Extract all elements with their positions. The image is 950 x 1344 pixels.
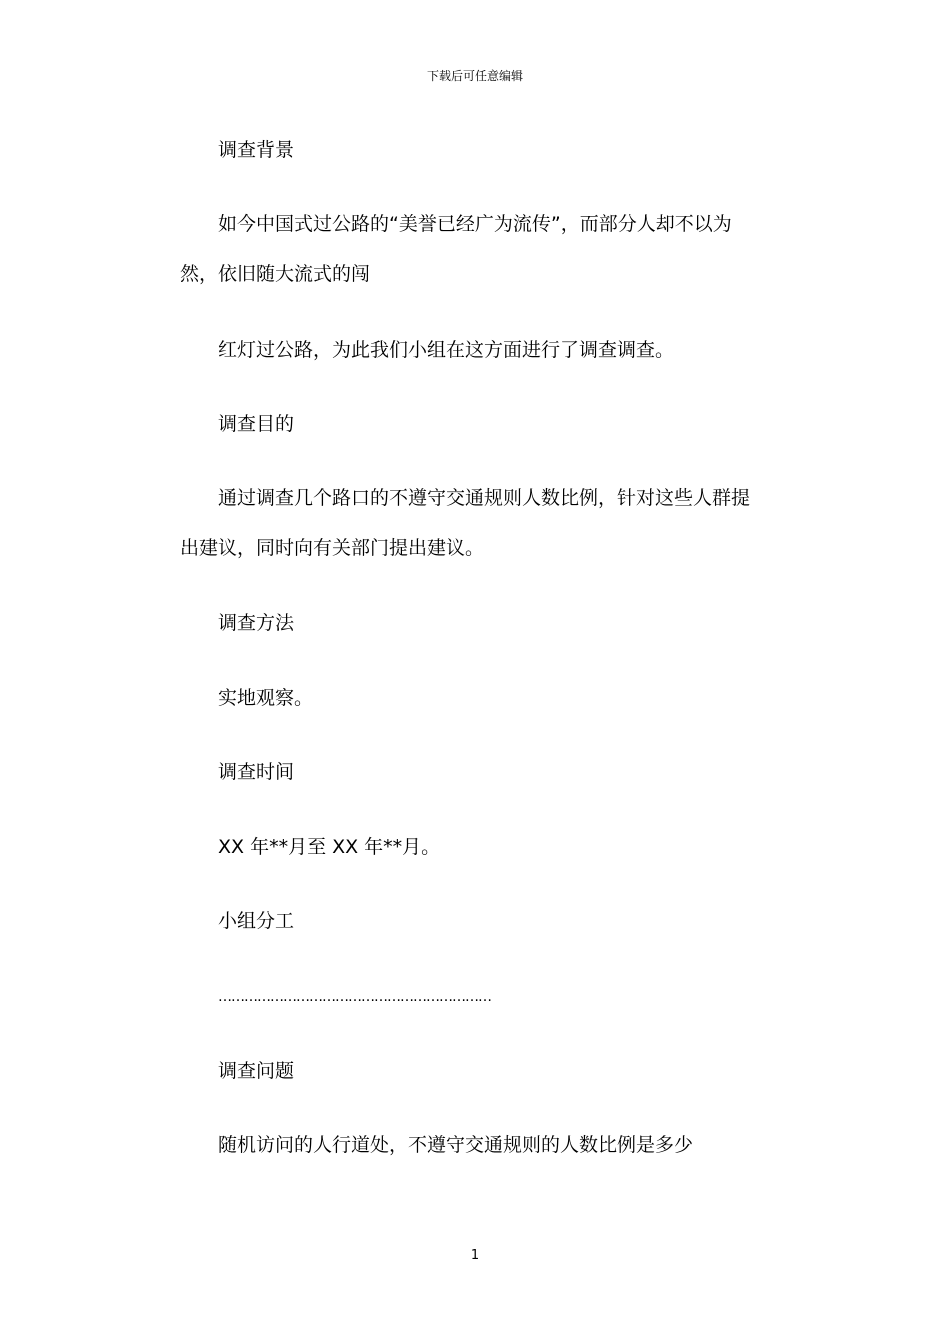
page-number: 1: [470, 1248, 480, 1263]
page-header: 下载后可任意编辑: [426, 69, 523, 83]
purpose-heading: 调查目的: [218, 413, 295, 435]
division-heading: 小组分工: [218, 910, 295, 932]
time-paragraph: XX 年**月至 XX 年**月。: [218, 836, 441, 858]
division-paragraph: ………………………………………………………: [218, 989, 491, 1005]
question-paragraph: 随机访问的人行道处，不遵守交通规则的人数比例是多少: [218, 1134, 694, 1156]
background-paragraph-1: 如今中国式过公路的“美誉已经广为流传”，而部分人却不以为然，依旧随大流式的闯: [180, 213, 732, 285]
background-paragraph-2: 红灯过公路，为此我们小组在这方面进行了调查调查。: [218, 339, 675, 361]
question-heading: 调查问题: [218, 1060, 295, 1082]
time-heading: 调查时间: [218, 761, 295, 783]
purpose-paragraph: 通过调查几个路口的不遵守交通规则人数比例，针对这些人群提出建议，同时向有关部门提出建议。: [180, 487, 751, 559]
method-paragraph: 实地观察。: [218, 687, 314, 709]
background-heading: 调查背景: [218, 139, 295, 161]
method-heading: 调查方法: [218, 612, 295, 634]
